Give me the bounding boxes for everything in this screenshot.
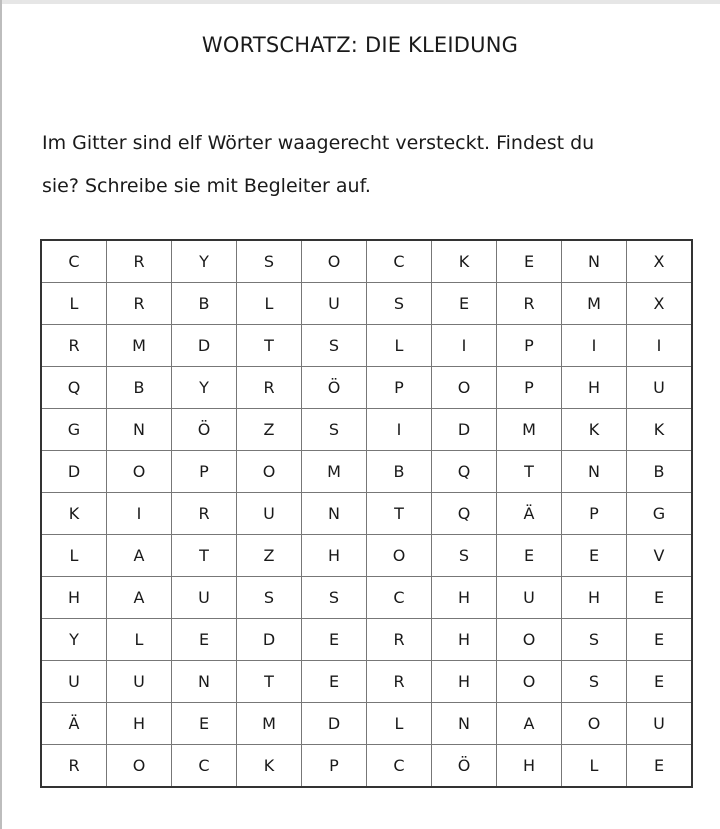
grid-row — [41, 325, 692, 367]
grid-cell: Q — [432, 493, 497, 535]
grid-cell: K — [627, 409, 693, 451]
grid-cell: L — [562, 745, 627, 788]
grid-cell: M — [237, 703, 302, 745]
grid-cell: C — [41, 240, 107, 283]
grid-row — [41, 535, 692, 577]
grid-cell: Z — [237, 535, 302, 577]
grid-cell: P — [562, 493, 627, 535]
grid-cell: R — [172, 493, 237, 535]
grid-cell: L — [367, 703, 432, 745]
grid-cell: S — [302, 409, 367, 451]
grid-cell: P — [497, 325, 562, 367]
grid-cell: O — [432, 367, 497, 409]
grid-cell: D — [302, 703, 367, 745]
grid-cell: Q — [432, 451, 497, 493]
grid-cell: C — [172, 745, 237, 788]
grid-cell: I — [562, 325, 627, 367]
grid-cell: M — [107, 325, 172, 367]
grid-cell: O — [497, 619, 562, 661]
page-top-edge — [0, 0, 720, 4]
grid-cell: E — [302, 619, 367, 661]
grid-cell: O — [107, 451, 172, 493]
grid-row — [41, 661, 692, 703]
grid-cell: O — [562, 703, 627, 745]
grid-cell: A — [497, 703, 562, 745]
grid-cell: S — [302, 325, 367, 367]
grid-cell: N — [172, 661, 237, 703]
grid-cell: L — [41, 535, 107, 577]
grid-row — [41, 577, 692, 619]
grid-cell: A — [107, 577, 172, 619]
grid-cell: S — [562, 661, 627, 703]
grid-cell: E — [627, 577, 693, 619]
grid-cell: N — [562, 451, 627, 493]
grid-cell: E — [562, 535, 627, 577]
grid-cell: E — [497, 240, 562, 283]
grid-cell: Ö — [172, 409, 237, 451]
grid-row — [41, 703, 692, 745]
grid-cell: Y — [172, 240, 237, 283]
grid-row — [41, 367, 692, 409]
grid-row — [41, 451, 692, 493]
grid-cell: S — [302, 577, 367, 619]
grid-cell: U — [627, 703, 693, 745]
grid-cell: R — [107, 240, 172, 283]
grid-cell: D — [41, 451, 107, 493]
grid-cell: P — [302, 745, 367, 788]
grid-cell: V — [627, 535, 693, 577]
grid-cell: C — [367, 745, 432, 788]
grid-cell: N — [107, 409, 172, 451]
grid-cell: R — [41, 745, 107, 788]
grid-cell: G — [627, 493, 693, 535]
instructions-line-2: sie? Schreibe sie mit Begleiter auf. — [42, 175, 371, 197]
grid-cell: O — [107, 745, 172, 788]
grid-cell: S — [432, 535, 497, 577]
grid-cell: C — [367, 577, 432, 619]
grid-cell: O — [497, 661, 562, 703]
grid-cell: O — [237, 451, 302, 493]
grid-cell: S — [562, 619, 627, 661]
grid-cell: Y — [41, 619, 107, 661]
grid-cell: I — [627, 325, 693, 367]
word-search-grid-body — [41, 240, 692, 787]
grid-row — [41, 493, 692, 535]
grid-row — [41, 745, 692, 788]
grid-cell: E — [627, 745, 693, 788]
grid-cell: P — [497, 367, 562, 409]
grid-cell: H — [562, 367, 627, 409]
grid-cell: R — [41, 325, 107, 367]
grid-cell: R — [107, 283, 172, 325]
instructions — [42, 122, 692, 208]
grid-cell: Q — [41, 367, 107, 409]
grid-cell: T — [237, 325, 302, 367]
grid-cell: M — [302, 451, 367, 493]
grid-row — [41, 240, 692, 283]
grid-cell: L — [41, 283, 107, 325]
grid-cell: K — [562, 409, 627, 451]
grid-cell: G — [41, 409, 107, 451]
grid-row — [41, 283, 692, 325]
grid-cell: K — [41, 493, 107, 535]
grid-cell: K — [432, 240, 497, 283]
grid-cell: P — [367, 367, 432, 409]
grid-cell: R — [367, 619, 432, 661]
grid-cell: S — [237, 240, 302, 283]
grid-cell: S — [367, 283, 432, 325]
grid-cell: I — [432, 325, 497, 367]
grid-cell: C — [367, 240, 432, 283]
grid-cell: Y — [172, 367, 237, 409]
grid-cell: B — [107, 367, 172, 409]
grid-cell: A — [107, 535, 172, 577]
grid-cell: E — [627, 619, 693, 661]
grid-cell: U — [497, 577, 562, 619]
grid-cell: P — [172, 451, 237, 493]
grid-cell: L — [367, 325, 432, 367]
grid-row — [41, 619, 692, 661]
grid-cell: D — [432, 409, 497, 451]
grid-cell: H — [432, 661, 497, 703]
grid-cell: E — [172, 703, 237, 745]
grid-cell: U — [41, 661, 107, 703]
grid-cell: T — [237, 661, 302, 703]
grid-cell: E — [432, 283, 497, 325]
grid-row — [41, 409, 692, 451]
grid-cell: U — [237, 493, 302, 535]
grid-cell: I — [367, 409, 432, 451]
page-left-edge — [0, 0, 2, 829]
grid-cell: R — [237, 367, 302, 409]
grid-cell: B — [367, 451, 432, 493]
grid-cell: U — [172, 577, 237, 619]
grid-cell: U — [627, 367, 693, 409]
grid-cell: E — [172, 619, 237, 661]
grid-cell: T — [497, 451, 562, 493]
grid-cell: Ö — [302, 367, 367, 409]
grid-cell: Ä — [41, 703, 107, 745]
grid-cell: B — [172, 283, 237, 325]
grid-cell: B — [627, 451, 693, 493]
grid-cell: E — [497, 535, 562, 577]
grid-cell: H — [432, 577, 497, 619]
grid-cell: O — [302, 240, 367, 283]
grid-cell: H — [432, 619, 497, 661]
grid-cell: N — [562, 240, 627, 283]
grid-cell: E — [627, 661, 693, 703]
grid-cell: S — [237, 577, 302, 619]
grid-cell: Z — [237, 409, 302, 451]
page-title: WORTSCHATZ: DIE KLEIDUNG — [201, 33, 519, 57]
grid-cell: I — [107, 493, 172, 535]
grid-cell: U — [302, 283, 367, 325]
grid-cell: X — [627, 240, 693, 283]
grid-cell: D — [172, 325, 237, 367]
grid-cell: Ö — [432, 745, 497, 788]
grid-cell: M — [562, 283, 627, 325]
grid-cell: T — [367, 493, 432, 535]
grid-cell: U — [107, 661, 172, 703]
grid-cell: H — [497, 745, 562, 788]
grid-cell: N — [432, 703, 497, 745]
grid-cell: L — [237, 283, 302, 325]
grid-cell: H — [562, 577, 627, 619]
grid-cell: H — [41, 577, 107, 619]
grid-cell: Ä — [497, 493, 562, 535]
grid-cell: K — [237, 745, 302, 788]
grid-cell: R — [497, 283, 562, 325]
grid-cell: O — [367, 535, 432, 577]
grid-cell: H — [302, 535, 367, 577]
grid-cell: D — [237, 619, 302, 661]
word-search-grid — [40, 239, 693, 788]
grid-cell: H — [107, 703, 172, 745]
grid-cell: T — [172, 535, 237, 577]
grid-cell: L — [107, 619, 172, 661]
instructions-line-1: Im Gitter sind elf Wörter waagerecht versteckt. Findest du — [42, 132, 595, 154]
grid-cell: X — [627, 283, 693, 325]
grid-cell: E — [302, 661, 367, 703]
grid-cell: M — [497, 409, 562, 451]
grid-cell: R — [367, 661, 432, 703]
grid-cell: N — [302, 493, 367, 535]
